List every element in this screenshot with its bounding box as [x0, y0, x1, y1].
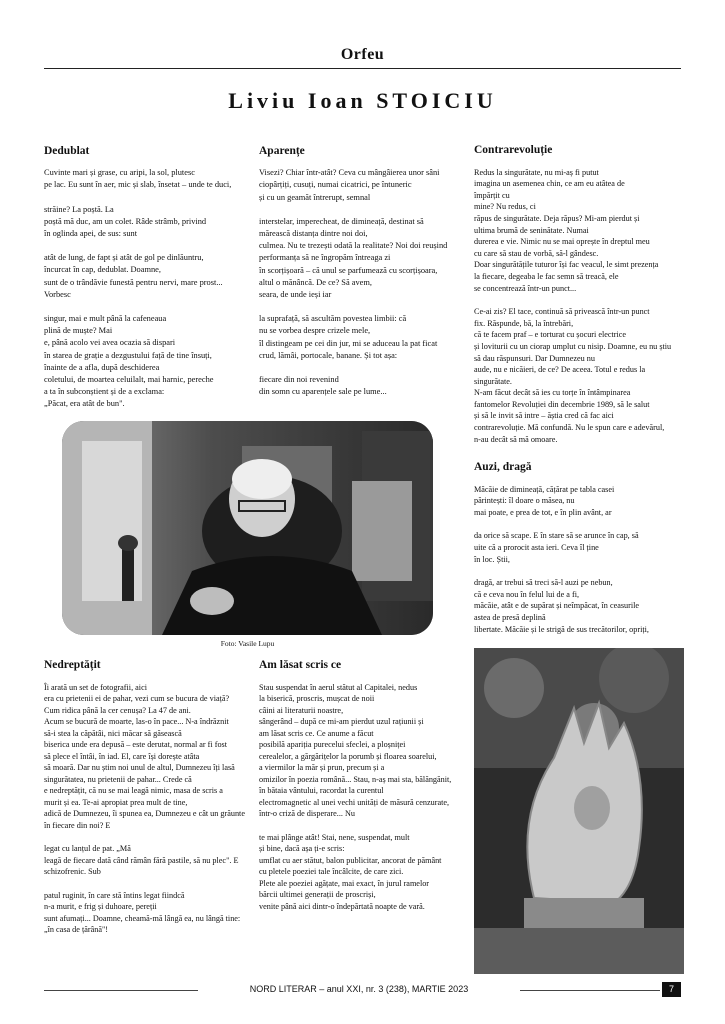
verse-line: electromagnetic al unei vechi unități de măsură cenzurate,: [259, 797, 450, 807]
verse-line: înainte de a afla, după deschiderea: [44, 362, 160, 372]
verse-line: seara, de unde ieși iar: [259, 290, 332, 300]
verse-line: uite că a prorocit asta ieri. Ceva îl ține: [474, 542, 599, 552]
verse-line: în scorțișoară – că unul se parfumează cu scorțișoara,: [259, 265, 438, 275]
verse-line: sunt de o trândăvie funestă pentru nervi, mare prost...: [44, 277, 223, 287]
verse-line: Acum se bucură de moarte, las-o în pace... N-a îndrăznit: [44, 717, 229, 726]
verse-line: și loviturii cu un ciorap umplut cu nisip. Doamne, eu nu știu: [474, 341, 672, 351]
verse-line: n-a murit, e frig și duhoare, pereții: [44, 902, 157, 911]
section-header: Orfeu: [340, 46, 385, 63]
verse-line: pe lac. Eu sunt în aer, mic și slab, însetat – unde te duci,: [44, 180, 232, 190]
stanza: [474, 530, 684, 565]
poem-title: Aparențe: [259, 145, 305, 157]
verse-line: Cuvinte mari și grase, cu aripi, la sol, plutesc: [44, 168, 195, 178]
stanza: [44, 682, 254, 832]
stanza: [474, 484, 684, 519]
verse-line: și bine, dacă așa ți-e scris:: [259, 844, 345, 853]
verse-line: Visezi? Chiar într-atât? Ceva cu mângâierea unor sâni: [259, 168, 440, 178]
verse-line: să plece el întâi, în iad. El, care își dorește atâta: [44, 751, 200, 761]
verse-line: să-i stea la căpătâi, nici măcar să găsească: [44, 728, 182, 738]
verse-line: leagă de fiecare dată când rămân fără pastile, să nu plec". E: [44, 855, 239, 865]
footer-rule-right: [520, 990, 660, 991]
verse-line: în starea de grație a dezgustului față de tine însuți,: [44, 350, 212, 360]
verse-line: Plete ale poeziei agățate, mai exact, în jurul ramelor: [259, 878, 430, 888]
header-rule: [44, 68, 681, 69]
verse-line: măcăie, atât e de supărat și neîmpăcat, în ceasurile: [474, 601, 640, 611]
verse-line: Stau suspendat în aerul stătut al Capitalei, nedus: [259, 682, 418, 692]
verse-line: „Păcat, era atât de bun".: [44, 399, 125, 409]
verse-line: la biserică, proscris, mușcat de noii: [259, 694, 375, 703]
verse-line: imagina un asemenea chin, ce am eu atâtea de: [474, 179, 625, 189]
verse-line: plină de muște? Mai: [44, 326, 113, 336]
verse-line: a viermilor la măr și prun, precum și a: [259, 763, 385, 772]
verse-line: omizilor în poezia română... Stau, n-aș mai sta, bălăngănit,: [259, 774, 452, 784]
verse-line: în fiecare din noi? E: [44, 820, 111, 830]
verse-line: cu pletele poeziei tale încâlcite, de care zici.: [259, 867, 404, 876]
verse-line: ultima brumă de seninătate. Numai: [474, 225, 589, 235]
verse-line: schizofrenic. Sub: [44, 867, 101, 876]
stanza: [44, 167, 249, 191]
verse-line: am lăsat scris ce. Ce anume a făcut: [259, 728, 374, 738]
stanza: [259, 682, 469, 820]
stanza: [259, 313, 469, 362]
verse-line: adică de Dumnezeu, îi spunea ea, Dumnezeu e cât un grăunte: [44, 809, 245, 818]
verse-line: la suprafață, să ascultăm povestea limbii: că: [259, 314, 407, 324]
verse-line: într-o criză de disperare... Nu: [259, 809, 355, 818]
verse-line: mai poate, e prea de tot, e în plin avânt, ar: [474, 507, 612, 517]
stanza: [259, 374, 469, 398]
verse-line: singurătatea, nu prietenii de pahar... Crede că: [44, 774, 192, 784]
verse-line: coletului, de moartea celuilalt, mai harnic, pereche: [44, 375, 214, 385]
verse-line: în bătaia vântului, racordat la curentul: [259, 786, 384, 795]
poem-title: Nedreptățit: [44, 659, 101, 671]
stanza: [44, 313, 249, 411]
poem-nedreptatit: [44, 660, 254, 948]
verse-line: și să le invit să intre – ăștia cred că fac aici: [474, 411, 614, 421]
verse-line: fix. Răspunde, bă, la întrebări,: [474, 318, 574, 328]
verse-line: să dau răspunsuri. Dar Dumnezeu nu: [474, 353, 595, 363]
verse-line: „în casa de țărână"!: [44, 925, 109, 934]
verse-line: biserica unde era depusă – este derutat, normal ar fi fost: [44, 740, 228, 749]
stanza: [259, 832, 469, 913]
poem-title: Contrarevoluție: [474, 144, 553, 156]
verse-line: N-am făcut decât să ies cu torțe în întâmpinarea: [474, 388, 631, 398]
verse-line: performanța să ne îngropăm întreaga zi: [259, 253, 391, 263]
verse-line: aude, nu e nicăieri, de ce? De aceea. Totul e redus la: [474, 365, 646, 375]
verse-line: bărcii ultimei generații de proscriși,: [259, 890, 376, 899]
verse-line: legat cu lanțul de pat. „Mă: [44, 844, 131, 853]
stanza: [44, 252, 249, 301]
photo-caption: Foto: Vasile Lupu: [220, 639, 275, 648]
verse-line: singur, mai e mult până la cafeneaua: [44, 314, 167, 324]
stanza: [259, 216, 469, 301]
verse-line: nu se vorbea despre crizele mele,: [259, 326, 371, 336]
stanza: [259, 167, 469, 204]
stanza: [474, 306, 684, 445]
stanza: [474, 577, 684, 635]
verse-line: cu care să stau de vorbă, să-l gândesc.: [474, 248, 599, 258]
verse-line: contrarevoluție. Mă confundă. Nu le spun care e adevărul,: [474, 423, 665, 433]
verse-line: da orice să scape. E în stare să se arunce în cap, să: [474, 531, 639, 541]
verse-line: în loc. Știi,: [474, 554, 510, 564]
verse-line: la fiecare, degeaba le fac semn să treacă, ele: [474, 271, 619, 281]
verse-line: în oglinda apei, de sus: sunt: [44, 229, 138, 239]
author-name: Liviu Ioan STOICIU: [228, 88, 497, 113]
verse-line: câini ai literaturii noastre,: [259, 705, 344, 715]
stanza: [44, 890, 254, 936]
verse-line: libertate. Măcăie și le strigă de sus trecătorilor, opriți,: [474, 624, 649, 634]
verse-line: interstelar, imperecheat, de dimineață, destinat să: [259, 216, 424, 226]
verse-line: fantomelor Revoluției din decembrie 1989, să le salut: [474, 399, 650, 409]
footer-rule-left: [44, 990, 198, 991]
verse-line: sunt afumați... Doamne, cheamă-mă lângă ea, nu lângă tine:: [44, 913, 241, 923]
page-number: 7: [662, 982, 681, 997]
verse-line: atât de lung, de fapt și atât de gol pe dinlăuntru,: [44, 253, 204, 263]
verse-line: Redus la singurătate, nu mi-aș fi putut: [474, 167, 599, 177]
poem-title: Dedublat: [44, 145, 90, 157]
verse-line: poștă mă duc, am un colet. Râde strâmb, privind: [44, 216, 207, 226]
verse-line: să moară. Dar nu știm noi unul de altul, Dumnezeu îți lasă: [44, 763, 235, 772]
verse-line: e nedreptățit, că nu se mai leagă nimic, masa de scris a: [44, 786, 223, 795]
verse-line: că te facem praf – e torturat cu șocuri electrice: [474, 330, 627, 340]
stanza: [474, 167, 684, 295]
verse-line: umflat cu aer stătut, balon publicitar, ancorat de pământ: [259, 855, 442, 865]
verse-line: din somn cu aparențele sale pe lume...: [259, 387, 387, 397]
verse-line: venite până aici dintr-o îndepărtată noapte de vară.: [259, 901, 425, 911]
verse-line: a ta în subconștient și de a exclama:: [44, 387, 165, 397]
verse-line: încurcat în cap, dedublat. Doamne,: [44, 265, 161, 275]
verse-line: singurătate.: [474, 376, 512, 386]
verse-line: e, până acolo vei avea ocazia să dispari: [44, 338, 176, 348]
verse-line: se concentrează într-un punct...: [474, 283, 577, 293]
verse-line: străine? La poștă. La: [44, 204, 114, 214]
footer-publication: NORD LITERAR – anul XXI, nr. 3 (238), MARTIE 2023: [249, 984, 469, 994]
verse-line: Îi arată un set de fotografii, aici: [44, 682, 147, 692]
poem-am-lasat-scris-ce: [259, 660, 469, 924]
poem-title: Auzi, dragă: [474, 461, 532, 473]
verse-line: fiecare din noi revenind: [259, 375, 339, 385]
stanza: [44, 204, 249, 241]
verse-line: că e ceva nou în felul lui de a fi,: [474, 589, 580, 599]
verse-line: Vorbesc: [44, 289, 71, 299]
poem-dedublat: [44, 145, 249, 423]
poem-title: Am lăsat scris ce: [259, 659, 342, 671]
verse-line: culmea. Nu te trezești odată la realitate? Noi doi reușind: [259, 241, 448, 251]
verse-line: părintești: îl doare o măsea, nu: [474, 496, 575, 506]
verse-line: patul ruginit, în care stă întins legat fiindcă: [44, 890, 185, 900]
verse-line: cerealelor, a gărgărițelor la porumb și floarea soarelui,: [259, 751, 437, 761]
stanza: [44, 843, 254, 878]
verse-line: sângerând – după ce mi-am pierdut uzul rațiunii și: [259, 717, 424, 726]
sculpture-photo: [474, 648, 684, 974]
verse-line: împărțit cu: [474, 190, 510, 200]
verse-line: Măcăie de dimineață, cățărat pe tabla casei: [474, 484, 615, 494]
verse-line: te mai plânge atât! Stai, nene, suspendat, mult: [259, 832, 410, 842]
verse-line: crud, lămâi, portocale, banane. Și tot așa:: [259, 350, 398, 360]
verse-line: n-au decât să mă omoare.: [474, 434, 558, 444]
verse-line: îl distingeam pe cei din jur, mi se aduceau la pat ficat: [259, 338, 438, 348]
poem-contrarevolutie: [474, 145, 684, 457]
verse-line: Cum ridica până la cer cenușa? La 47 de ani.: [44, 705, 191, 715]
verse-line: dragă, ar trebui să treci să-l auzi pe nebun,: [474, 578, 613, 588]
verse-line: posibilă apariția purecelui sfeclei, a ploșniței: [259, 740, 406, 749]
verse-line: altul o mănâncă. De ce? Să avem,: [259, 277, 373, 287]
verse-line: mărească distanța dintre noi doi,: [259, 229, 368, 239]
author-photo: [62, 421, 433, 635]
verse-line: astea de presă deplină: [474, 612, 546, 622]
verse-line: mine? Nu redus, ci: [474, 202, 536, 212]
verse-line: răpus de singurătate. Deja răpus? Mi-am pierdut și: [474, 213, 640, 223]
verse-line: Ce-ai zis? El tace, continuă să privească într-un punct: [474, 307, 650, 317]
verse-line: și cu un geamăt întrerupt, semnal: [259, 192, 371, 202]
poem-aparente: [259, 145, 469, 410]
verse-line: ciopârțiți, cusuți, numai cicatrici, pe întuneric: [259, 180, 412, 190]
verse-line: murit și ea. Te-ai apropiat prea mult de tine,: [44, 797, 188, 807]
verse-line: era cu prietenii ei de pahar, vezi cum se bucura de viață?: [44, 694, 230, 703]
verse-line: durerea e vie. Nimic nu se mai oprește în dreptul meu: [474, 237, 650, 247]
verse-line: Doar singurătățile tuturor își fac veacul, le simt prezența: [474, 260, 659, 270]
